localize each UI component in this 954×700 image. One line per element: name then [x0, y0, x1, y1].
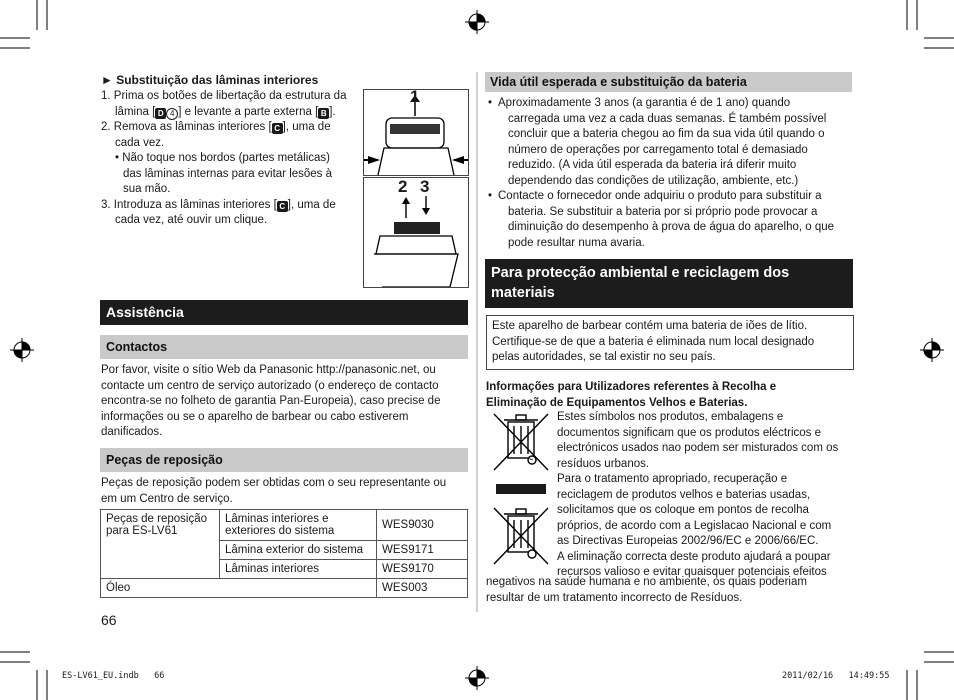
registration-target-left [10, 338, 34, 362]
figure-number-2: 2 [398, 177, 408, 196]
badge-c-2: C [277, 201, 288, 212]
page-number: 66 [101, 612, 117, 628]
table-cell-code: WES003 [377, 579, 468, 598]
contacts-title: Contactos [100, 335, 468, 359]
env-title: Para protecção ambiental e reciclagem dos materiais [485, 259, 853, 308]
step-2-line-b: cada vez. [115, 136, 165, 149]
step-3-line-b: cada vez, até ouvir um clique. [115, 214, 268, 226]
list-item: • Aproximadamente 3 anos (a garantia é de 1 ano) quando carregada uma vez a cada duas semanas. É também possível concluir que a bateria chegou ao fim da sua vida útil quando o número de operações por carregamento total é demasiado reduzido. (A vida útil esperada da bateria irá diferir muito dependendo das condições de utilização, ambiente, etc.) [498, 96, 864, 189]
figure-step-1 [363, 89, 469, 176]
figure-number-1: 1 [410, 87, 420, 106]
footer-datetime: 2011/02/16 14:49:55 [782, 671, 890, 681]
contacts-text: Por favor, visite o sítio Web da Panasonic http://panasonic.net, ou contacte um centro de serviço autorizado (o endereço de contacto encontra-se no folheto de garantia Pan-Europeia), caso precise de informações ou se o aparelho de barbear ou cabo estiverem danificados. [101, 364, 441, 438]
assist-title: Assistência [100, 300, 468, 325]
step-2-note-3: sua mão. [123, 183, 171, 195]
inner-blade-illustration [364, 178, 468, 287]
registration-target-bottom [465, 666, 489, 690]
parts-title: Peças de reposição [100, 448, 468, 472]
step-1-line-a: 1. Prima os botões de libertação da estrutura da [101, 90, 347, 102]
info-tail: negativos na saúde humana e no ambiente, os quais poderiam resultar de um tratamento incorrecto de Resíduos. [486, 576, 807, 604]
table-cell-code: WES9030 [377, 510, 468, 541]
badge-b: B [318, 108, 329, 119]
weee-bar [496, 484, 546, 494]
table-cell-name: Lâmina exterior do sistema [220, 541, 377, 560]
footer-file: ES-LV61_EU.indb 66 [62, 671, 165, 681]
battery-notice-box: Este aparelho de barbear contém uma bateria de iões de lítio. Certifique-se de que a bateria é eliminada num local designado pelas autoridades, se tal existir no seu país. [486, 315, 854, 370]
bin-letter: C [529, 456, 534, 462]
step-1-line-b: lâmina [ D 4 ] e levante a parte externa [ B ]. [115, 105, 336, 118]
info-title: Informações para Utilizadores referentes à Recolha e Eliminação de Equipamentos Velhos e Baterias. [486, 381, 777, 409]
weee-symbols [490, 410, 552, 570]
parts-table [100, 509, 468, 598]
crossed-bin-icon [494, 414, 548, 470]
battery-title: Vida útil esperada e substituição da bateria [485, 72, 852, 92]
step-2-note-1: • Não toque nos bordos (partes metálicas) [115, 152, 330, 164]
battery-bullets [486, 96, 864, 251]
badge-c: C [272, 123, 283, 134]
step-2-note-2: das lâminas internas para evitar lesões à [123, 167, 333, 180]
parts-text: Peças de reposição podem ser obtidas com o seu representante ou em um Centro de serviço. [101, 477, 447, 505]
figure-step-2-3 [363, 177, 469, 288]
badge-d: D [155, 108, 166, 119]
table-cell-code: WES9170 [377, 560, 468, 579]
table-group-label: Peças de reposição para ES-LV61 [101, 510, 220, 579]
circled-4: 4 [166, 108, 178, 120]
replace-heading: ► Substituição das lâminas interiores [101, 73, 319, 87]
replace-steps [101, 89, 363, 229]
table-cell-code: WES9171 [377, 541, 468, 560]
table-cell-name: Óleo [101, 579, 377, 598]
step-3-line-a: 3. Introduza as lâminas interiores [ C ], uma de [101, 198, 336, 211]
step-2-line-a: 2. Remova as lâminas interiores [ C ], uma de [101, 121, 331, 133]
info-text: Estes símbolos nos produtos, embalagens e documentos significam que os produtos eléctricos e electrónicos usados nao podem ser misturados com os resíduos urbanos. Para o tratamento apropriado, recuperação e reciclagem de produtos velhos e baterias usadas, solicitamos que os coloque em pontos de recolha próprios, de acordo com a Legislacao Nacional e com as Directivas Europeias 2002/96/EC e 2006/66/EC. A eliminação correcta deste produto ajudará a poupar recursos valioso e evitar quaisquer potenciais efeitos [557, 411, 839, 578]
crossed-bin-battery-icon [494, 508, 548, 564]
table-row [101, 579, 468, 598]
registration-target-right [920, 338, 944, 362]
table-row [101, 510, 468, 541]
table-cell-name: Lâminas interiores [220, 560, 377, 579]
list-item: • Contacte o fornecedor onde adquiriu o produto para substituir a bateria. Se substituir a bateria por si próprio pode provocar a diminuição do desempenho à prova de água do aparelho, o que pode resultar numa avaria. [498, 189, 864, 251]
figure-number-3: 3 [420, 177, 430, 196]
table-cell-name: Lâminas interiores e exteriores do sistema [220, 510, 377, 541]
registration-target-top [465, 10, 489, 34]
